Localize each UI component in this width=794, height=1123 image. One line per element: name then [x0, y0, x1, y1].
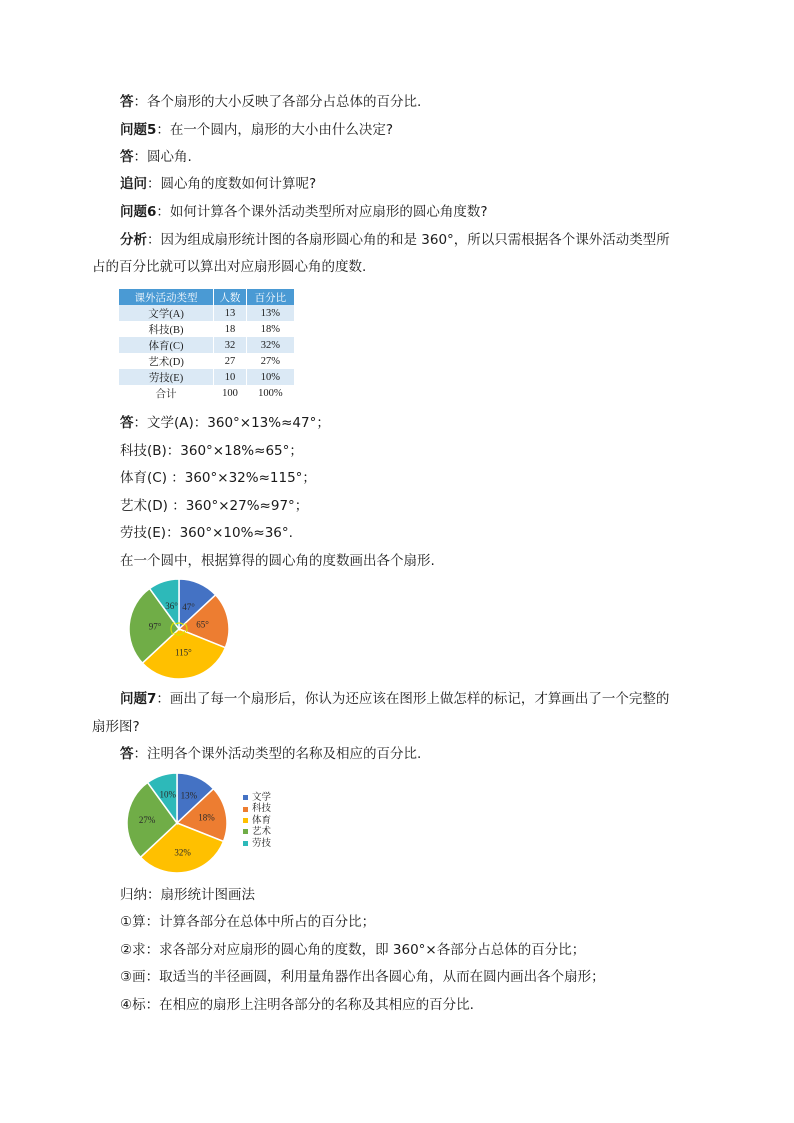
question-7 — [120, 689, 669, 709]
legend-item — [243, 826, 271, 837]
calc-line-4: 艺术(D) ：360°×27%≈97°； — [120, 498, 309, 514]
legend-label: 科技 — [252, 803, 272, 815]
table-cell: 劳技(E) — [119, 369, 214, 385]
question-text: ：如何计算各个课外活动类型所对应扇形的圆心角度数? — [156, 204, 488, 220]
summary-step-3: ③画：取适当的半径画圆，利用量角器作出各圆心角，从而在圆内画出各个扇形； — [120, 969, 605, 985]
analysis-continuation: 占的百分比就可以算出对应扇形圆心角的度数. — [92, 259, 367, 275]
answer-text: ：注明各个课外活动类型的名称及相应的百分比. — [133, 746, 422, 762]
question-label: 问题6 — [120, 204, 157, 220]
table-cell: 100 — [214, 385, 247, 401]
pie-label: 13% — [180, 790, 198, 801]
table-cell: 27 — [214, 353, 247, 369]
calc-line-5: 劳技(E)：360°×10%≈36°. — [120, 525, 293, 541]
table-header: 百分比 — [246, 289, 294, 305]
table-cell: 27% — [246, 353, 294, 369]
question-label: 问题5 — [120, 122, 157, 138]
calc-text: ：文学(A)：360°×13%≈47°； — [133, 415, 330, 431]
table-row — [119, 385, 294, 401]
summary-step-1: ①算：计算各部分在总体中所占的百分比； — [120, 914, 376, 930]
table-row — [119, 337, 294, 353]
pie-chart-percent — [123, 772, 233, 874]
summary-step-2: ②求：求各部分对应扇形的圆心角的度数，即 360°×各部分占总体的百分比； — [120, 942, 586, 958]
follow-up-label: 追问 — [120, 176, 147, 192]
pie-label: 47° — [182, 601, 195, 612]
table-cell: 13% — [246, 305, 294, 321]
table-cell: 100% — [246, 385, 294, 401]
table-cell: 18 — [214, 321, 247, 337]
table-header-row — [119, 289, 294, 305]
table-cell: 10% — [246, 369, 294, 385]
question-text: ：在一个圆内，扇形的大小由什么决定? — [156, 122, 394, 138]
pie-label: 32% — [174, 847, 191, 858]
answer-label: 答 — [120, 415, 134, 431]
table-row — [119, 305, 294, 321]
answer-line-2 — [120, 147, 192, 167]
table-row — [119, 321, 294, 337]
table-cell: 文学(A) — [119, 305, 214, 321]
table-header: 课外活动类型 — [119, 289, 214, 305]
answer-label: 答 — [120, 94, 134, 110]
answer-label: 答 — [120, 746, 134, 762]
table-cell: 32 — [214, 337, 247, 353]
legend-label: 艺术 — [252, 826, 272, 838]
calc-line-3: 体育(C) ：360°×32%≈115°； — [120, 470, 316, 486]
summary-step-4: ④标：在相应的扇形上注明各部分的名称及其相应的百分比. — [120, 997, 474, 1013]
summary-title: 归纳：扇形统计图画法 — [120, 887, 255, 903]
question-5 — [120, 120, 393, 140]
pie-label: 65° — [196, 619, 209, 630]
pie-label: 36° — [165, 601, 178, 612]
legend-item — [243, 792, 271, 803]
table-cell: 13 — [214, 305, 247, 321]
legend-swatch — [243, 841, 248, 846]
analysis-text: ：因为组成扇形统计图的各扇形圆心角的和是 360°，所以只需根据各个课外活动类型所 — [147, 232, 670, 248]
table-cell: 艺术(D) — [119, 353, 214, 369]
legend-swatch — [243, 829, 248, 834]
answer-line-1 — [120, 92, 421, 112]
follow-up-text: ：圆心角的度数如何计算呢? — [147, 176, 317, 192]
legend-swatch — [243, 807, 248, 812]
table-header: 人数 — [214, 289, 247, 305]
pie-label: 10% — [159, 789, 176, 800]
answer-text: ：各个扇形的大小反映了各部分占总体的百分比. — [133, 94, 422, 110]
legend-label: 文学 — [252, 792, 272, 803]
table-cell: 18% — [246, 321, 294, 337]
table-cell: 科技(B) — [119, 321, 214, 337]
question-7-continuation: 扇形图? — [92, 719, 140, 735]
pie-label: 115° — [174, 647, 192, 658]
table-row — [119, 369, 294, 385]
table-row — [119, 353, 294, 369]
pie-label: 18% — [198, 812, 215, 823]
legend-swatch — [243, 795, 248, 800]
answer-7 — [120, 744, 421, 764]
pie-chart-degrees — [125, 578, 235, 680]
pie-label: 27% — [138, 815, 156, 826]
answer-text: ：圆心角. — [133, 149, 192, 165]
pie-label: 97° — [148, 621, 162, 632]
table-cell: 体育(C) — [119, 337, 214, 353]
table-cell: 合计 — [119, 385, 214, 401]
analysis-label: 分析 — [120, 232, 147, 248]
pie-legend — [243, 792, 271, 849]
legend-label: 体育 — [252, 814, 272, 826]
legend-item — [243, 815, 271, 826]
answer-label: 答 — [120, 149, 134, 165]
question-6 — [120, 202, 488, 222]
activity-table — [119, 289, 294, 401]
calc-line-2: 科技(B)：360°×18%≈65°； — [120, 443, 303, 459]
draw-instruction: 在一个圆中，根据算得的圆心角的度数画出各个扇形. — [120, 553, 435, 569]
question-text: ：画出了每一个扇形后，你认为还应该在图形上做怎样的标记，才算画出了一个完整的 — [156, 691, 670, 707]
analysis-line — [120, 230, 670, 250]
follow-up-question — [120, 174, 316, 194]
table-cell: 32% — [246, 337, 294, 353]
question-label: 问题7 — [120, 691, 157, 707]
legend-item — [243, 838, 271, 849]
legend-label: 劳技 — [252, 837, 272, 849]
table-cell: 10 — [214, 369, 247, 385]
legend-item — [243, 803, 271, 814]
calc-line-1 — [120, 413, 330, 433]
legend-swatch — [243, 818, 248, 823]
